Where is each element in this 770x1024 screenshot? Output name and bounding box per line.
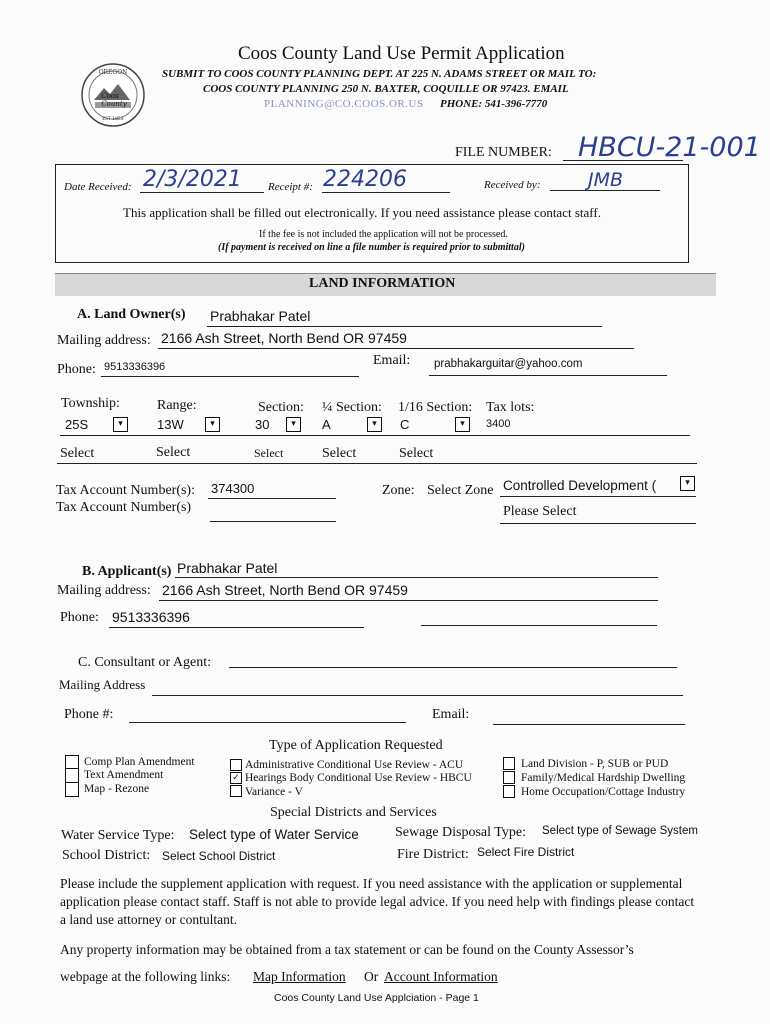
owner-mailing-field[interactable]: 2166 Ash Street, North Bend OR 97459	[161, 330, 407, 346]
range-dropdown-icon[interactable]: ▾	[205, 417, 220, 432]
quarter-section-select[interactable]: A	[322, 417, 331, 432]
section-select[interactable]: 30	[255, 417, 270, 432]
svg-text:Coos: Coos	[101, 92, 119, 100]
consultant-email-label: Email:	[432, 707, 470, 722]
page-footer: Coos County Land Use Applciation - Page 1	[274, 992, 479, 1004]
owner-mailing-label: Mailing address:	[57, 333, 151, 348]
sixteenth-section-select[interactable]: C	[400, 417, 410, 432]
or-text: Or	[364, 969, 379, 984]
map-information-link[interactable]: Map Information	[253, 969, 346, 984]
school-district-select[interactable]: Select School District	[162, 849, 276, 863]
file-number-value: HBCU-21-001	[578, 132, 761, 163]
application-type-heading: Type of Application Requested	[269, 738, 443, 753]
date-received-label: Date Received:	[64, 181, 132, 193]
water-service-label: Water Service Type:	[61, 828, 175, 843]
home-occupation-checkbox[interactable]	[503, 785, 515, 798]
map-rezone-label: Map - Rezone	[84, 783, 150, 795]
land-division-label: Land Division - P, SUB or PUD	[521, 758, 669, 770]
consultant-phone-label: Phone #:	[64, 707, 114, 722]
receipt-label: Receipt #:	[268, 181, 313, 193]
consultant-label: C. Consultant or Agent:	[78, 655, 211, 670]
text-amendment-checkbox[interactable]	[65, 768, 79, 783]
sixteenth-section-label: 1/16 Section:	[398, 400, 473, 415]
applicant-phone-label: Phone:	[60, 610, 99, 625]
land-division-checkbox[interactable]	[503, 757, 515, 770]
svg-text:EST 1853: EST 1853	[102, 117, 124, 122]
zone-label: Zone:	[382, 483, 415, 498]
tax-account-field-2[interactable]	[210, 505, 336, 521]
fire-district-select[interactable]: Select Fire District	[477, 845, 575, 859]
comp-plan-amendment-label: Comp Plan Amendment	[84, 756, 195, 768]
svg-text:OREGON: OREGON	[98, 69, 128, 76]
township-select[interactable]: 25S	[65, 417, 89, 432]
account-information-link[interactable]: Account Information	[384, 969, 498, 984]
land-information-heading: LAND INFORMATION	[309, 276, 456, 291]
owner-email-label: Email:	[373, 353, 411, 368]
county-seal-logo	[80, 62, 146, 128]
text-amendment-label: Text Amendment	[84, 769, 164, 781]
section-dropdown-icon[interactable]: ▾	[286, 417, 301, 432]
township-label: Township:	[61, 396, 120, 411]
acu-checkbox[interactable]	[230, 759, 242, 771]
hbcu-checkbox[interactable]: ✓	[230, 772, 242, 784]
sewage-disposal-select[interactable]: Select type of Sewage System	[542, 825, 698, 837]
acu-label: Administrative Conditional Use Review - ACU	[245, 759, 464, 771]
township-dropdown-icon[interactable]: ▾	[113, 417, 128, 432]
tax-account-field[interactable]: 374300	[211, 481, 255, 496]
hardship-dwelling-label: Family/Medical Hardship Dwelling	[521, 772, 686, 784]
variance-checkbox[interactable]	[230, 785, 242, 797]
section-select-caption: Select	[254, 446, 284, 460]
submit-instructions-line1: SUBMIT TO COOS COUNTY PLANNING DEPT. AT 225 N. ADAMS STREET OR MAIL TO:	[162, 68, 597, 80]
owner-phone-label: Phone:	[57, 362, 96, 377]
file-number-label: FILE NUMBER:	[455, 145, 552, 160]
form-title: Coos County Land Use Permit Application	[238, 43, 565, 64]
range-select[interactable]: 13W	[157, 417, 184, 432]
tax-lots-field[interactable]: 3400	[486, 418, 511, 430]
tax-account-label: Tax Account Number(s):	[56, 483, 195, 498]
quarter-section-label: ¼ Section:	[322, 400, 382, 415]
applicant-name-field[interactable]: Prabhakar Patel	[177, 560, 278, 576]
svg-text:County: County	[101, 100, 127, 108]
map-rezone-checkbox[interactable]	[65, 782, 79, 797]
hardship-dwelling-checkbox[interactable]	[503, 771, 515, 784]
applicant-phone-field[interactable]: 9513336396	[112, 609, 190, 625]
sewage-disposal-label: Sewage Disposal Type:	[395, 825, 526, 840]
applicant-label: B. Applicant(s)	[82, 564, 172, 579]
planning-phone: PHONE: 541-396-7770	[440, 98, 548, 110]
school-district-label: School District:	[62, 848, 151, 863]
receipt-value: 224206	[323, 167, 407, 192]
zone-dropdown-icon[interactable]: ▾	[680, 476, 695, 491]
owner-email-field[interactable]: prabhakarguitar@yahoo.com	[434, 358, 583, 370]
township-select-caption: Select	[60, 446, 95, 461]
home-occupation-label: Home Occupation/Cottage Industry	[521, 786, 686, 798]
payment-note: (If payment is received on line a file number is required prior to submittal)	[218, 242, 525, 253]
special-districts-heading: Special Districts and Services	[270, 805, 437, 820]
range-label: Range:	[157, 398, 197, 413]
water-service-select[interactable]: Select type of Water Service	[189, 827, 359, 842]
variance-label: Variance - V	[245, 786, 303, 798]
zone-select[interactable]: Controlled Development (	[503, 478, 657, 493]
land-owner-label: A. Land Owner(s)	[77, 307, 186, 322]
submit-instructions-line2: COOS COUNTY PLANNING 250 N. BAXTER, COQUILLE OR 97423. EMAIL	[203, 83, 569, 95]
tax-account-label-2: Tax Account Number(s)	[56, 500, 192, 515]
hbcu-label: Hearings Body Conditional Use Review - HBCU	[245, 772, 472, 784]
range-select-caption: Select	[156, 445, 191, 460]
section-label: Section:	[258, 400, 304, 415]
received-by-label: Received by:	[484, 179, 541, 191]
date-received-value: 2/3/2021	[143, 167, 242, 192]
quarter-section-dropdown-icon[interactable]: ▾	[367, 417, 382, 432]
land-owner-field[interactable]: Prabhakar Patel	[210, 308, 311, 324]
sixteenth-select-caption: Select	[399, 446, 434, 461]
links-intro-text: webpage at the following links:	[60, 969, 231, 984]
applicant-mailing-field[interactable]: 2166 Ash Street, North Bend OR 97459	[162, 582, 408, 598]
consultant-mailing-label: Mailing Address	[59, 677, 146, 692]
tax-lots-label: Tax lots:	[486, 400, 535, 415]
quarter-select-caption: Select	[322, 446, 357, 461]
electronic-notice: This application shall be filled out electronically. If you need assistance please contact staff.	[123, 205, 601, 220]
zone-select-label: Select Zone	[427, 483, 494, 498]
received-by-value: JMB	[588, 169, 624, 191]
fee-note: If the fee is not included the application will not be processed.	[259, 229, 508, 240]
applicant-mailing-label: Mailing address:	[57, 583, 151, 598]
property-info-text: Any property information may be obtained from a tax statement or can be found on the County Assessor’s	[60, 942, 634, 957]
sixteenth-section-dropdown-icon[interactable]: ▾	[455, 417, 470, 432]
supplement-instructions: Please include the supplement application with request. If you need assistance with the application or supplemental application please contact staff. Staff is not able to provide legal advice. If you need help with findings please contact a land use attorney or contultant.	[60, 876, 695, 927]
fire-district-label: Fire District:	[397, 847, 469, 862]
planning-email-link[interactable]: PLANNING@CO.COOS.OR.US	[264, 98, 424, 110]
zone-placeholder: Please Select	[503, 504, 577, 519]
owner-phone-field[interactable]: 9513336396	[104, 361, 166, 373]
